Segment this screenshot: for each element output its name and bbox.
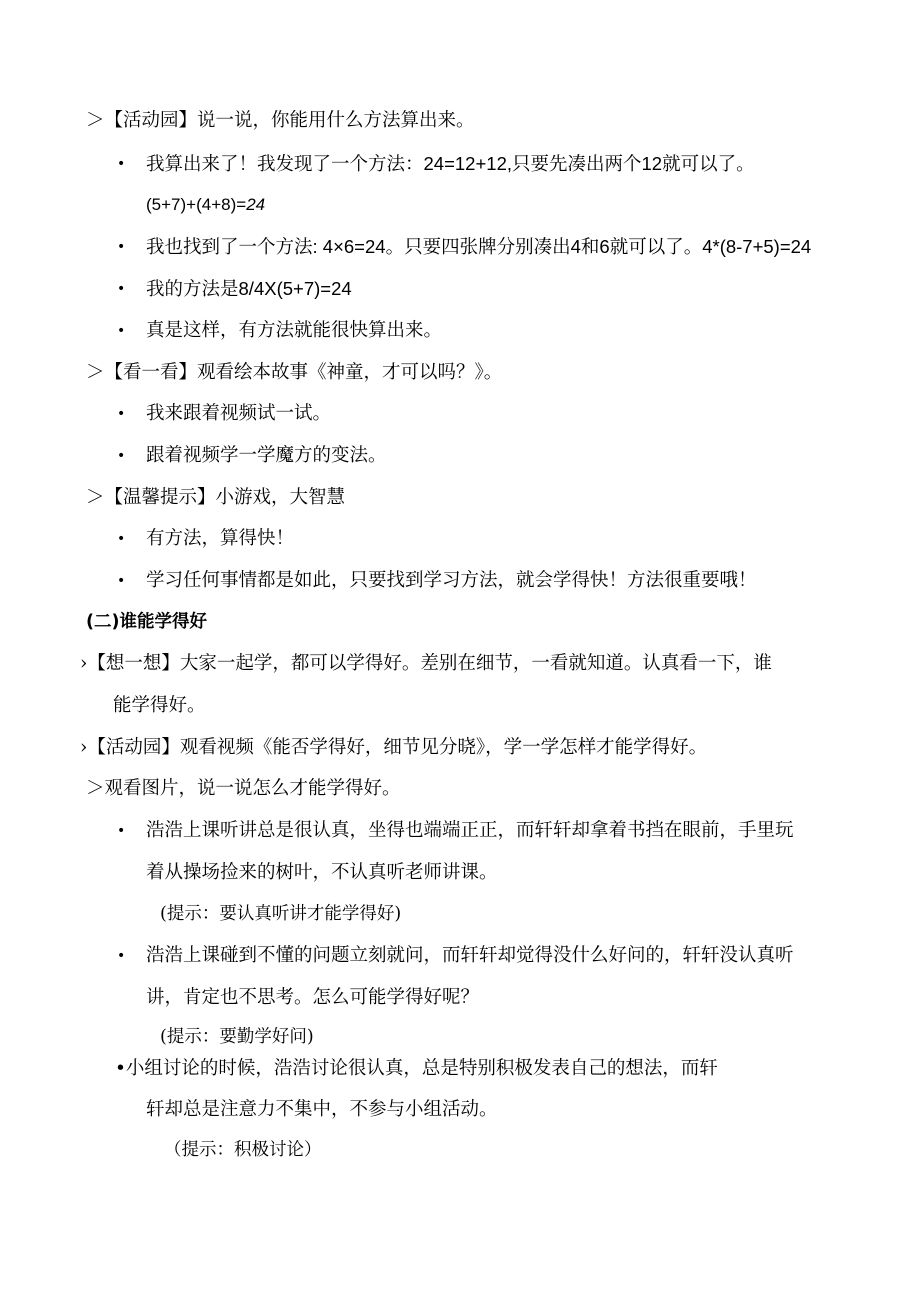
conclusion-line: 真是这样，有方法就能很快算出来。 [146,320,443,341]
bullet: • [117,448,126,464]
bullet: • [117,281,126,297]
watch-item-2: 跟着视频学一学魔方的变法。 [146,445,387,466]
activity-heading: ＞【活动园】说一说，你能用什么方法算出来。 [86,110,475,131]
tip-item-2: 学习任何事情都是如此，只要找到学习方法，就会学得快！方法很重要哦！ [146,570,757,591]
observe-heading: ＞观看图片，说一说怎么才能学得好。 [86,778,401,799]
case-3-hint: （提示：积极讨论） [164,1140,322,1160]
think-heading: ›【想一想】大家一起学，都可以学得好。差别在细节，一看就知道。认真看一下，谁 [80,653,772,674]
method-line-2: 我也找到了一个方法: 4×6=24。只要四张牌分别凑出4和6就可以了。4*(8-7+5)=24 [146,236,812,258]
case-1-line-1: 浩浩上课听讲总是很认真，坐得也端端正正，而轩轩却拿着书挡在眼前，手里玩 [146,820,794,841]
think-heading-cont: 能学得好。 [113,695,206,716]
case-3-line-1: •小组讨论的时候，浩浩讨论很认真，总是特别积极发表自己的想法，而轩 [115,1058,718,1079]
formula-1: (5+7)+(4+8)=24 [146,195,266,214]
case-1-line-2: 着从操场捡来的树叶，不认真听老师讲课。 [146,862,498,883]
bullet: • [117,239,126,255]
method-line-3: 我的方法是8/4X(5+7)=24 [146,278,352,300]
case-3-line-2: 轩却总是注意力不集中，不参与小组活动。 [146,1099,498,1120]
case-2-hint: (提示：要勤学好问) [160,1027,314,1047]
bullet: • [117,323,126,339]
tip-item-1: 有方法，算得快！ [146,528,295,549]
case-2-line-1: 浩浩上课碰到不懂的问题立刻就问，而轩轩却觉得没什么好问的，轩轩没认真听 [146,945,794,966]
watch-heading: ＞【看一看】观看绘本故事《神童，才可以吗？》。 [86,362,503,383]
case-1-hint: (提示：要认真听讲才能学得好) [160,904,402,924]
bullet: • [117,156,126,172]
bullet: • [117,823,126,839]
bullet: • [117,573,126,589]
bullet: • [117,531,126,547]
bullet: • [117,406,126,422]
bullet: • [117,948,126,964]
tip-heading: ＞【温馨提示】小游戏，大智慧 [86,487,346,508]
activity-heading-2: ›【活动园】观看视频《能否学得好，细节见分晓》，学一学怎样才能学得好。 [80,737,708,758]
watch-item-1: 我来跟着视频试一试。 [146,403,332,424]
section-title: (二)谁能学得好 [86,612,207,632]
case-2-line-2: 讲，肯定也不思考。怎么可能学得好呢？ [146,987,480,1008]
method-line-1: 我算出来了！我发现了一个方法：24=12+12,只要先凑出两个12就可以了。 [146,153,755,175]
